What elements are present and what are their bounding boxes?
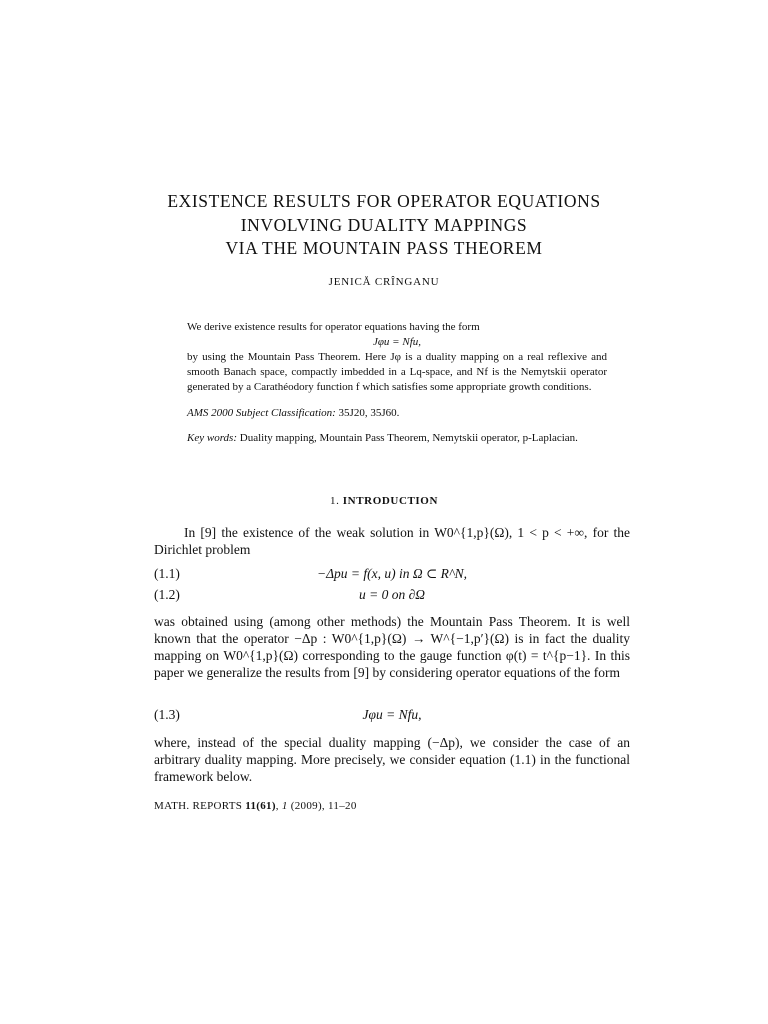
section-number: 1. <box>329 495 340 507</box>
paragraph-3-text: where, instead of the special duality mapping (−Δp), we consider the case of an arbitrary duality mapping. More precisely, we consider equation (1.1) in the functional framework below. <box>154 735 630 784</box>
ams-classification <box>187 406 607 421</box>
journal-pages: (2009), 11–20 <box>290 800 357 812</box>
title-line-1: EXISTENCE RESULTS FOR OPERATOR EQUATIONS <box>167 191 601 211</box>
equation-number: (1.3) <box>154 707 180 722</box>
paragraph-3 <box>154 734 630 785</box>
abstract-equation: Jφu = Nfu, <box>372 336 422 348</box>
ams-label: AMS 2000 Subject Classification: <box>187 407 336 419</box>
abstract <box>187 320 607 446</box>
paragraph-2-text: was obtained using (among other methods) the Mountain Pass Theorem. It is well known that the operator −Δp : W0^{1,p}(Ω) → W^{−1,p′}(Ω) is in fact the duality mapping on W0^{1,p}(Ω) corresponding to the gauge function φ(t) = t^{p−1}. In this paper we generalize the results from [9] by considering operator equations of the form <box>154 614 630 680</box>
equation-1-1 <box>154 566 630 583</box>
journal-volume: 11(61) <box>245 800 276 812</box>
abstract-text: by using the Mountain Pass Theorem. Here Jφ is a duality mapping on a real reflexive and smooth Banach space, compactly imbedded in a Lq-space, and Nf is the Nemytskii operator generated by a Carathéodory function f which satisfies some appropriate growth conditions. <box>187 351 607 393</box>
equation-number: (1.1) <box>154 566 180 581</box>
keywords-value: Duality mapping, Mountain Pass Theorem, Nemytskii operator, p-Laplacian. <box>239 432 578 444</box>
equation-body: Jφu = Nfu, <box>362 707 422 722</box>
keywords-label: Key words: <box>187 432 238 444</box>
equation-1-3 <box>154 707 630 724</box>
section-heading <box>0 495 768 507</box>
equation-number: (1.2) <box>154 587 180 602</box>
paragraph-1-text: In [9] the existence of the weak solution in W0^{1,p}(Ω), 1 < p < +∞, for the Dirichlet problem <box>154 525 630 557</box>
equation-body: −Δpu = f(x, u) in Ω ⊂ R^N, <box>316 566 468 581</box>
keywords <box>187 431 607 446</box>
equation-1-2 <box>154 587 630 604</box>
title-line-3: VIA THE MOUNTAIN PASS THEOREM <box>225 238 543 258</box>
paper-title <box>0 190 768 261</box>
section-title: INTRODUCTION <box>342 495 439 507</box>
journal-name: MATH. REPORTS <box>154 800 243 812</box>
paragraph-2 <box>154 613 630 681</box>
author-name: JENICĂ CRÎNGANU <box>328 276 440 288</box>
paragraph-1 <box>154 524 630 558</box>
equation-body: u = 0 on ∂Ω <box>358 587 426 602</box>
title-line-2: INVOLVING DUALITY MAPPINGS <box>240 214 528 235</box>
journal-issue: 1 <box>281 800 288 812</box>
ams-value: 35J20, 35J60. <box>338 407 400 419</box>
abstract-intro: We derive existence results for operator equations having the form <box>187 321 480 333</box>
journal-footer: MATH. REPORTS 11(61), 1 (2009), 11–20 <box>154 800 357 812</box>
